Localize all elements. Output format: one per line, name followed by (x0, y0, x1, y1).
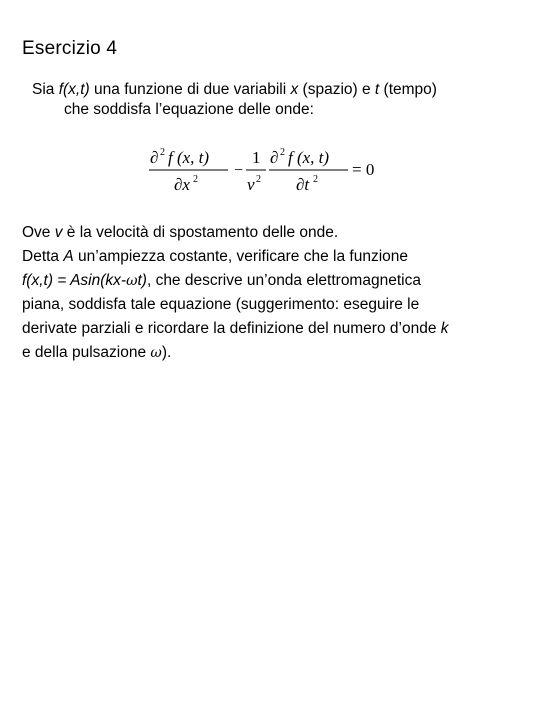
body-text: Ove (22, 224, 55, 241)
intro-line-2: che soddisfa l’equazione delle onde: (64, 101, 314, 118)
body-text: ). (161, 344, 172, 361)
body-line (22, 221, 532, 245)
intro-text: (spazio) e (298, 81, 375, 98)
body-line: piana, soddisfa tale equazione (suggerimento: eseguire le (22, 296, 420, 313)
variable-A: A (63, 248, 74, 265)
body-line (22, 341, 532, 365)
function-term: f (x, t) (168, 148, 210, 167)
body-line (22, 317, 532, 341)
exponent: 2 (256, 174, 261, 185)
denominator-dt: ∂t (296, 175, 310, 194)
exponent: 2 (280, 147, 285, 158)
body-text: , che descrive un’onda elettromagnetica (146, 272, 421, 289)
exercise-body (22, 221, 532, 365)
minus-sign: − (234, 162, 244, 179)
function-term: f (x, t) (288, 148, 330, 167)
equals-zero: = 0 (352, 160, 375, 179)
intro-text: (tempo) (379, 81, 437, 98)
exponent: 2 (193, 174, 198, 185)
variable-x: x (290, 81, 299, 98)
intro-text: una funzione di due variabili (89, 81, 291, 98)
velocity-v: v (247, 175, 255, 194)
body-text: Detta (22, 248, 64, 265)
body-text: derivate parziali e ricordare la definizione del numero d’onde (22, 320, 441, 337)
body-text: un’ampiezza costante, verificare che la funzione (73, 248, 408, 265)
exponent: 2 (160, 147, 165, 158)
exponent: 2 (313, 174, 318, 185)
function-formula: t) (137, 272, 147, 289)
variable-v: v (54, 224, 63, 241)
denominator-dx: ∂x (174, 175, 190, 194)
intro-paragraph (32, 80, 522, 120)
partial-symbol: ∂ (150, 148, 159, 167)
body-line (22, 269, 532, 293)
variable-t: t (374, 81, 380, 98)
body-text: e della pulsazione (22, 344, 151, 361)
function-name: f(x,t) (58, 81, 90, 98)
partial-symbol: ∂ (270, 148, 279, 167)
body-text: è la velocità di spostamento delle onde. (62, 224, 339, 241)
intro-text: Sia (32, 81, 59, 98)
variable-k: k (440, 320, 449, 337)
page-title: Esercizio 4 (22, 38, 118, 59)
wave-equation (148, 146, 388, 198)
omega-symbol: ω (126, 273, 138, 289)
numerator-one: 1 (252, 148, 261, 167)
wave-equation-svg (148, 146, 388, 198)
omega-symbol: ω (150, 345, 162, 361)
function-formula: f(x,t) = Asin(kx- (22, 272, 127, 289)
body-line (22, 245, 532, 269)
